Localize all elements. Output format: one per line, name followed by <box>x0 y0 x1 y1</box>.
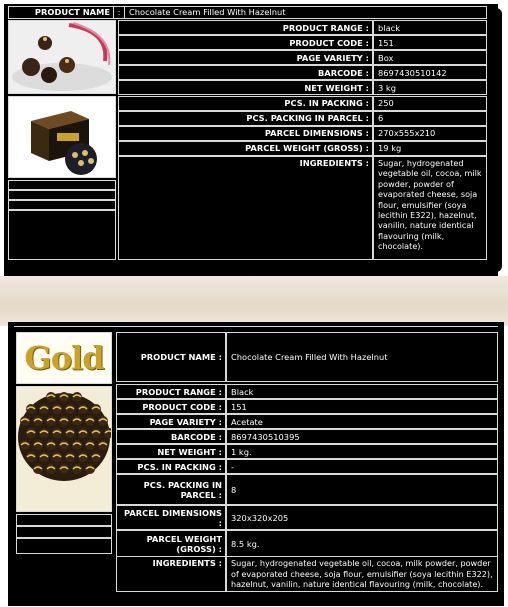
section-separator <box>0 276 508 326</box>
spec-label: PRODUCT RANGE : <box>116 384 226 399</box>
spec-label: PAGE VARIETY : <box>118 50 373 65</box>
ingredients-line: Sugar, hydrogenated vegetable oil, cocoa, milk powder, powder <box>231 558 491 568</box>
spec-label: BARCODE : <box>116 429 226 444</box>
spec-label: PRODUCT CODE : <box>116 399 226 414</box>
thumbnail-slot <box>16 526 112 538</box>
ingredients-text <box>231 558 497 590</box>
ingredients-line: vegetable oil, cocoa, milk <box>378 168 482 179</box>
ingredients-label: INGREDIENTS : <box>116 556 226 592</box>
spec-label: PAGE VARIETY : <box>116 414 226 429</box>
ingredients-line: of evaporated cheese, soja flour, emulsifier (soya lecithin E322), <box>231 568 493 579</box>
ingredients-line: chocolate). <box>378 241 424 252</box>
box-package-image <box>9 97 115 177</box>
thumbnail-slot <box>16 514 112 526</box>
product-name-value: Chocolate Cream Filled With Hazelnut <box>226 332 498 382</box>
spec-value: 8 <box>226 474 498 505</box>
spec-label: BARCODE : <box>118 65 373 80</box>
spec-label <box>116 530 226 558</box>
spec-value: 8697430510142 <box>373 65 487 80</box>
ingredients-line: Sugar, hydrogenated <box>378 158 464 168</box>
product-name-value: Chocolate Cream Filled With Hazelnut <box>124 6 487 19</box>
thumbnail-slot <box>8 190 116 200</box>
thumbnail-slot <box>8 210 116 260</box>
ingredients-value <box>373 156 487 260</box>
thumbnail-slot <box>16 538 112 554</box>
product-name-label: PRODUCT NAME <box>8 6 114 19</box>
ingredients-line: flavouring (milk, <box>378 230 445 241</box>
spec-value: Black <box>226 384 498 399</box>
spec-value: 270x555x210 <box>373 126 487 141</box>
ingredients-label: INGREDIENTS : <box>118 156 373 260</box>
spec-value: 1 kg. <box>226 444 498 459</box>
spec-label: PARCEL DIMENSIONS : <box>118 126 373 141</box>
product-card-1-shadow <box>488 8 502 272</box>
spec-label <box>116 474 226 505</box>
ingredients-line: flour, emulsifier (soya <box>378 199 467 210</box>
spec-label: PRODUCT CODE : <box>118 35 373 50</box>
thumbnail-slot <box>8 180 116 190</box>
spec-label-line: PARCEL : <box>180 489 222 500</box>
spec-label: NET WEIGHT : <box>116 444 226 459</box>
spec-label-line: PCS. PACKING IN <box>143 479 222 490</box>
product-photo-chocolates <box>8 20 116 94</box>
spec-value: 8697430510395 <box>226 429 498 444</box>
ingredients-text <box>378 158 486 252</box>
spec-label <box>116 505 226 530</box>
chocolates-plate-image <box>9 21 115 93</box>
thumbnail-slot <box>8 200 116 210</box>
brand-logo-text: Gold <box>24 339 104 377</box>
spec-value: 250 <box>373 96 487 111</box>
ingredients-line: powder, powder of <box>378 178 454 189</box>
product-photo-box <box>8 96 116 178</box>
spec-value: Box <box>373 50 487 65</box>
spec-label-line: (GROSS) : <box>176 544 222 554</box>
spec-label: PCS. IN PACKING : <box>118 96 373 111</box>
spec-value: 151 <box>373 35 487 50</box>
ingredients-line: lecithin E322), hazelnut, <box>378 210 477 221</box>
spec-label-line: : <box>218 517 222 528</box>
ingredients-value <box>226 556 498 592</box>
spec-value: Acetate <box>226 414 498 429</box>
spec-label: PCS. PACKING IN PARCEL : <box>118 111 373 126</box>
product-name-label: PRODUCT NAME : <box>116 332 226 382</box>
ingredients-line: evaporated cheese, soja <box>378 189 478 200</box>
spec-value: 6 <box>373 111 487 126</box>
spec-label: PRODUCT RANGE : <box>118 20 373 35</box>
jar-chocolates-image <box>17 387 111 511</box>
spec-value: 320x320x205 <box>226 505 498 530</box>
ingredients-line: hazelnut, vanilin, nature identical flavouring (milk, chocolate). <box>231 579 484 589</box>
spec-value: 19 kg <box>373 141 487 156</box>
spec-value: black <box>373 20 487 35</box>
spec-label: PCS. IN PACKING : <box>116 459 226 474</box>
spec-value: - <box>226 459 498 474</box>
ingredients-line: vanilin, nature identical <box>378 220 474 231</box>
spec-label-line: PARCEL DIMENSIONS <box>124 507 222 518</box>
product-photo-jar <box>16 386 112 512</box>
spec-label: NET WEIGHT : <box>118 80 373 95</box>
spec-value: 8.5 kg. <box>226 530 498 558</box>
top-rule <box>14 326 498 331</box>
spec-value: 3 kg <box>373 80 487 95</box>
brand-logo <box>16 332 112 384</box>
product-name-colon: : <box>114 6 124 19</box>
spec-value: 151 <box>226 399 498 414</box>
spec-label: PARCEL WEIGHT (GROSS) : <box>118 141 373 156</box>
spec-label-line: PARCEL WEIGHT <box>146 534 222 544</box>
